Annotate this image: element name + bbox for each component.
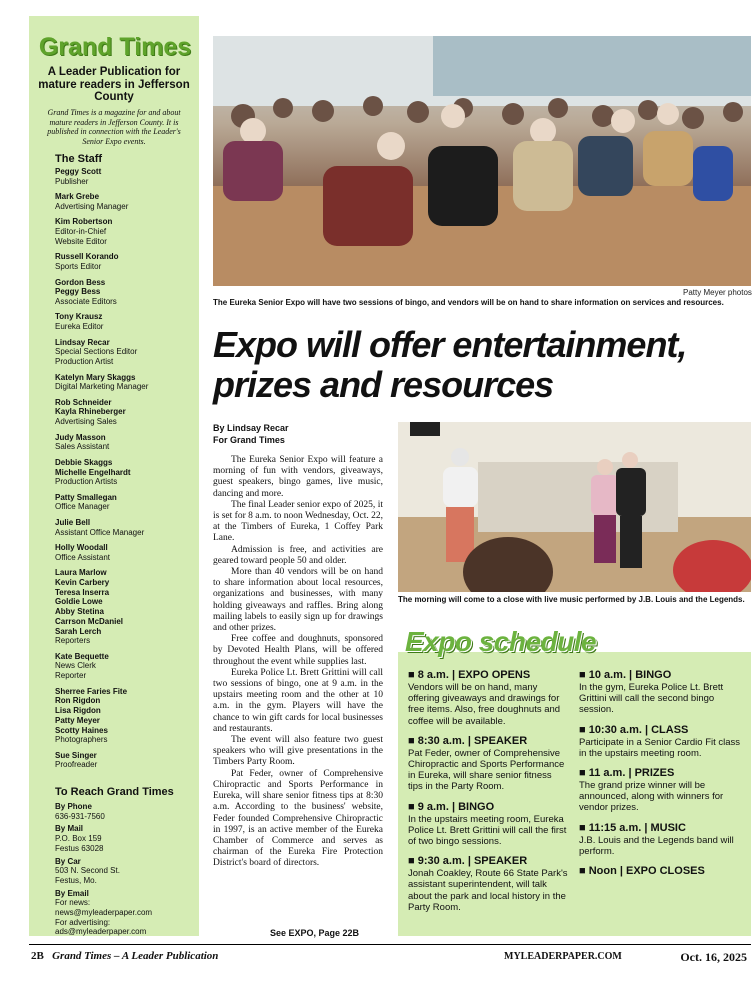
staff-role: Sales Assistant — [55, 442, 110, 452]
staff-role: Assistant Office Manager — [55, 527, 145, 537]
staff-heading: The Staff — [55, 153, 103, 165]
footer-date: Oct. 16, 2025 — [680, 950, 747, 964]
staff-name: Sue Singer — [55, 750, 97, 760]
staff-name: Teresa Inserra — [55, 587, 110, 597]
staff-name: Abby Stetina — [55, 607, 104, 617]
contact-line: P.O. Box 159 — [55, 834, 102, 844]
staff-group — [55, 252, 205, 271]
staff-role: Sports Editor — [55, 262, 102, 272]
staff-group — [55, 687, 205, 745]
staff-group — [55, 373, 205, 392]
contact-line[interactable]: news@myleaderpaper.com — [55, 908, 153, 918]
contact-line: For news: — [55, 898, 91, 908]
staff-role: Photographers — [55, 735, 108, 745]
staff-name: Julie Bell — [55, 517, 91, 527]
contact-line: Festus 63028 — [55, 843, 104, 853]
schedule-time: ■ 9:30 a.m. | SPEAKER — [408, 855, 528, 868]
staff-role: Office Manager — [55, 502, 110, 512]
schedule-desc: J.B. Louis and the Legends band will perform. — [579, 834, 734, 857]
staff-group — [55, 518, 205, 537]
schedule-time: ■ Noon | EXPO CLOSES — [579, 865, 705, 878]
article-paragraph: The final Leader senior expo of 2025, it is set for 8 a.m. to noon Wednesday, Oct. 22, at the Timbers of Eureka, 1 Coffey Park Lane. — [213, 499, 383, 544]
staff-name: Sherree Faries Fite — [55, 686, 128, 696]
contact-group — [55, 824, 205, 853]
staff-role: News Clerk — [55, 661, 96, 671]
schedule-time: ■ 11 a.m. | PRIZES — [579, 767, 675, 780]
staff-name: Scotty Haines — [55, 725, 108, 735]
schedule-title: Expo schedule — [405, 626, 597, 657]
staff-role: Production Artist — [55, 357, 114, 367]
grand-times-logo: Grand Times — [38, 33, 192, 61]
footer-left — [31, 950, 218, 962]
article-paragraph: Eureka Police Lt. Brett Grittini will call two sessions of bingo, one at 9 a.m. in the upstairs meeting room and the other at 10 a.m. in the gym. Players will have the chance to win gift cards for local businesses and restaurants. — [213, 667, 383, 734]
staff-role: Editor-in-Chief — [55, 227, 107, 237]
staff-name: Patty Meyer — [55, 715, 100, 725]
photo-credit: Patty Meyer photos — [683, 288, 752, 297]
schedule-item — [579, 668, 745, 716]
reach-heading: To Reach Grand Times — [55, 786, 174, 798]
staff-name: Holly Woodall — [55, 543, 108, 553]
contact-line: For advertising: — [55, 917, 111, 927]
contact-line: Festus, Mo. — [55, 875, 97, 885]
contact-group — [55, 857, 205, 886]
staff-group — [55, 192, 205, 211]
staff-group — [55, 433, 205, 452]
publication-blurb: Grand Times is a magazine for and about mature readers in Jefferson County. It is published in connection with the Leader's Senior Expo events. — [47, 108, 181, 146]
staff-name: Laura Marlow — [55, 568, 107, 578]
staff-name: Peggy Scott — [55, 167, 102, 176]
audience-photo — [213, 36, 751, 286]
staff-name: Kim Robertson — [55, 217, 113, 227]
article-paragraph: Admission is free, and activities are geared toward people 50 and older. — [213, 544, 383, 566]
staff-group — [55, 493, 205, 512]
schedule-time: ■ 8 a.m. | EXPO OPENS — [408, 669, 531, 681]
staff-name: Russell Korando — [55, 252, 119, 262]
contact-group — [55, 889, 205, 938]
staff-name: Tony Krausz — [55, 312, 103, 322]
staff-name: Carrson McDaniel — [55, 616, 124, 626]
schedule-desc: In the gym, Eureka Police Lt. Brett Grittini will call the second bingo session. — [579, 682, 724, 716]
staff-name: Sarah Lerch — [55, 626, 102, 636]
schedule-item — [408, 734, 568, 793]
article-paragraph: Free coffee and doughnuts, sponsored by Devoted Health Plans, will be offered throughout the event while supplies last. — [213, 634, 383, 667]
staff-name: Lindsay Recar — [55, 337, 110, 347]
staff-name: Kevin Carbery — [55, 578, 110, 588]
staff-group — [55, 278, 205, 307]
contact-group — [55, 802, 205, 821]
contact-label: By Phone — [55, 802, 92, 811]
staff-role: Reporter — [55, 671, 87, 681]
article-paragraph: Pat Feder, owner of Comprehensive Chiropractic and Sports Performance in Eureka, will share senior fitness tips at 8:30 a.m. According to the business' website, Feder founded Comprehensive Chiropractic in 1997, is an active member of the Eureka Chamber of Commerce and serves as chairman of the Eureka Fire Protection District's board of directors. — [213, 768, 383, 869]
staff-name: Gordon Bess — [55, 277, 106, 287]
footer-website[interactable]: MYLEADERPAPER.COM — [504, 951, 622, 962]
footer-publication: Grand Times – A Leader Publication — [52, 950, 219, 962]
staff-name: Judy Masson — [55, 432, 106, 442]
staff-name: Lisa Rigdon — [55, 706, 101, 716]
staff-name: Rob Schneider — [55, 397, 112, 407]
staff-group — [55, 751, 205, 770]
schedule-item — [408, 668, 568, 727]
schedule-item — [579, 766, 745, 814]
contact-label: By Mail — [55, 824, 84, 834]
schedule-time: ■ 10 a.m. | BINGO — [579, 669, 672, 681]
staff-name: Peggy Bess — [55, 287, 101, 297]
staff-name: Patty Smallegan — [55, 492, 117, 502]
staff-name: Kayla Rhineberger — [55, 407, 126, 417]
schedule-time: ■ 11:15 a.m. | MUSIC — [579, 821, 686, 834]
staff-name: Kate Bequette — [55, 651, 109, 661]
staff-name: Katelyn Mary Skaggs — [55, 372, 136, 382]
staff-group — [55, 312, 205, 331]
schedule-left-column — [408, 668, 568, 920]
contact-line: 636-931-7560 — [55, 811, 105, 821]
schedule-item — [408, 854, 568, 913]
page-footer — [29, 944, 751, 964]
article-headline: Expo will offer entertainment, prizes and resources — [213, 324, 687, 405]
schedule-item — [579, 864, 745, 878]
staff-group — [55, 167, 205, 186]
contact-label: By Car — [55, 856, 81, 866]
staff-role: Production Artists — [55, 477, 118, 487]
staff-name: Ron Rigdon — [55, 696, 101, 706]
staff-role: Website Editor — [55, 236, 107, 246]
staff-name: Goldie Lowe — [55, 597, 103, 607]
publication-tagline: A Leader Publication for mature readers in Jefferson County — [38, 66, 190, 103]
staff-role: Digital Marketing Manager — [55, 382, 149, 392]
contact-line[interactable]: ads@myleaderpaper.com — [55, 927, 147, 937]
article-paragraph: The event will also feature two guest speakers who will give presentations in the Timbers Party Room. — [213, 735, 383, 768]
schedule-desc: Vendors will be on hand, many offering giveaways and drawings for free items. Also, free doughnuts and coffee will be available. — [408, 682, 561, 727]
schedule-time: ■ 8:30 a.m. | SPEAKER — [408, 734, 528, 747]
contact-line: 503 N. Second St. — [55, 866, 120, 876]
staff-name: Michelle Engelhardt — [55, 467, 131, 477]
staff-role: Eureka Editor — [55, 322, 104, 332]
staff-name: Mark Grebe — [55, 192, 100, 202]
audience-illustration — [213, 36, 751, 286]
staff-group — [55, 338, 205, 367]
staff-role: Office Assistant — [55, 552, 110, 562]
staff-group — [55, 652, 205, 681]
schedule-right-column — [579, 668, 745, 885]
byline-author: By Lindsay Recar — [213, 423, 289, 433]
contact-label: By Email — [55, 888, 89, 898]
byline — [213, 422, 289, 446]
photo2-caption: The morning will come to a close with live music performed by J.B. Louis and the Legends. — [398, 595, 745, 604]
contact-list — [55, 802, 205, 940]
staff-group — [55, 543, 205, 562]
photo1-caption: The Eureka Senior Expo will have two sessions of bingo, and vendors will be on hand to share information on services and resources. — [213, 298, 724, 307]
staff-role: Associate Editors — [55, 296, 117, 306]
staff-role: Proofreader — [55, 760, 98, 770]
band-photo — [398, 422, 751, 592]
schedule-item — [579, 723, 745, 759]
page-number: 2B — [31, 950, 44, 962]
staff-role: Reporters — [55, 636, 91, 646]
schedule-item — [408, 800, 568, 848]
staff-group — [55, 458, 205, 487]
schedule-desc: In the upstairs meeting room, Eureka Police Lt. Brett Grittini will call the first of two bingo sessions. — [408, 813, 567, 848]
staff-list — [55, 167, 205, 776]
schedule-time: ■ 10:30 a.m. | CLASS — [579, 723, 689, 736]
article-paragraph: The Eureka Senior Expo will feature a morning of fun with vendors, giveaways, guest speakers, bingo games, live music, dancing and more. — [213, 455, 383, 499]
staff-role: Special Sections Editor — [55, 347, 138, 357]
staff-name: Debbie Skaggs — [55, 457, 113, 467]
schedule-desc: Pat Feder, owner of Comprehensive Chiropractic and Sports Performance in Eureka, will share senior fitness tips in the Party Room. — [408, 747, 565, 793]
article-body — [213, 455, 383, 870]
staff-role: Publisher — [55, 176, 89, 186]
schedule-desc: The grand prize winner will be announced, along with winners for vendor prizes. — [579, 780, 724, 814]
staff-role: Advertising Manager — [55, 201, 129, 211]
schedule-desc: Jonah Coakley, Route 66 State Park's assistant superintendent, will talk about the park and local history in the Party Room. — [408, 868, 568, 913]
staff-role: Advertising Sales — [55, 417, 117, 427]
staff-group — [55, 398, 205, 427]
band-illustration — [398, 422, 751, 592]
jump-link[interactable]: See EXPO, Page 22B — [270, 928, 360, 938]
schedule-time: ■ 9 a.m. | BINGO — [408, 800, 495, 813]
schedule-desc: Participate in a Senior Cardio Fit class in the upstairs meeting room. — [579, 736, 741, 759]
staff-group — [55, 217, 205, 246]
staff-group — [55, 568, 205, 646]
schedule-item — [579, 821, 745, 857]
article-paragraph: More than 40 vendors will be on hand to share information about local resources, organizations and businesses, with many holding giveaways and raffles. Bring along mailing labels to easily sign up for drawings and other prizes. — [213, 567, 383, 634]
byline-source: For Grand Times — [213, 435, 285, 445]
staff-sidebar — [29, 16, 199, 936]
